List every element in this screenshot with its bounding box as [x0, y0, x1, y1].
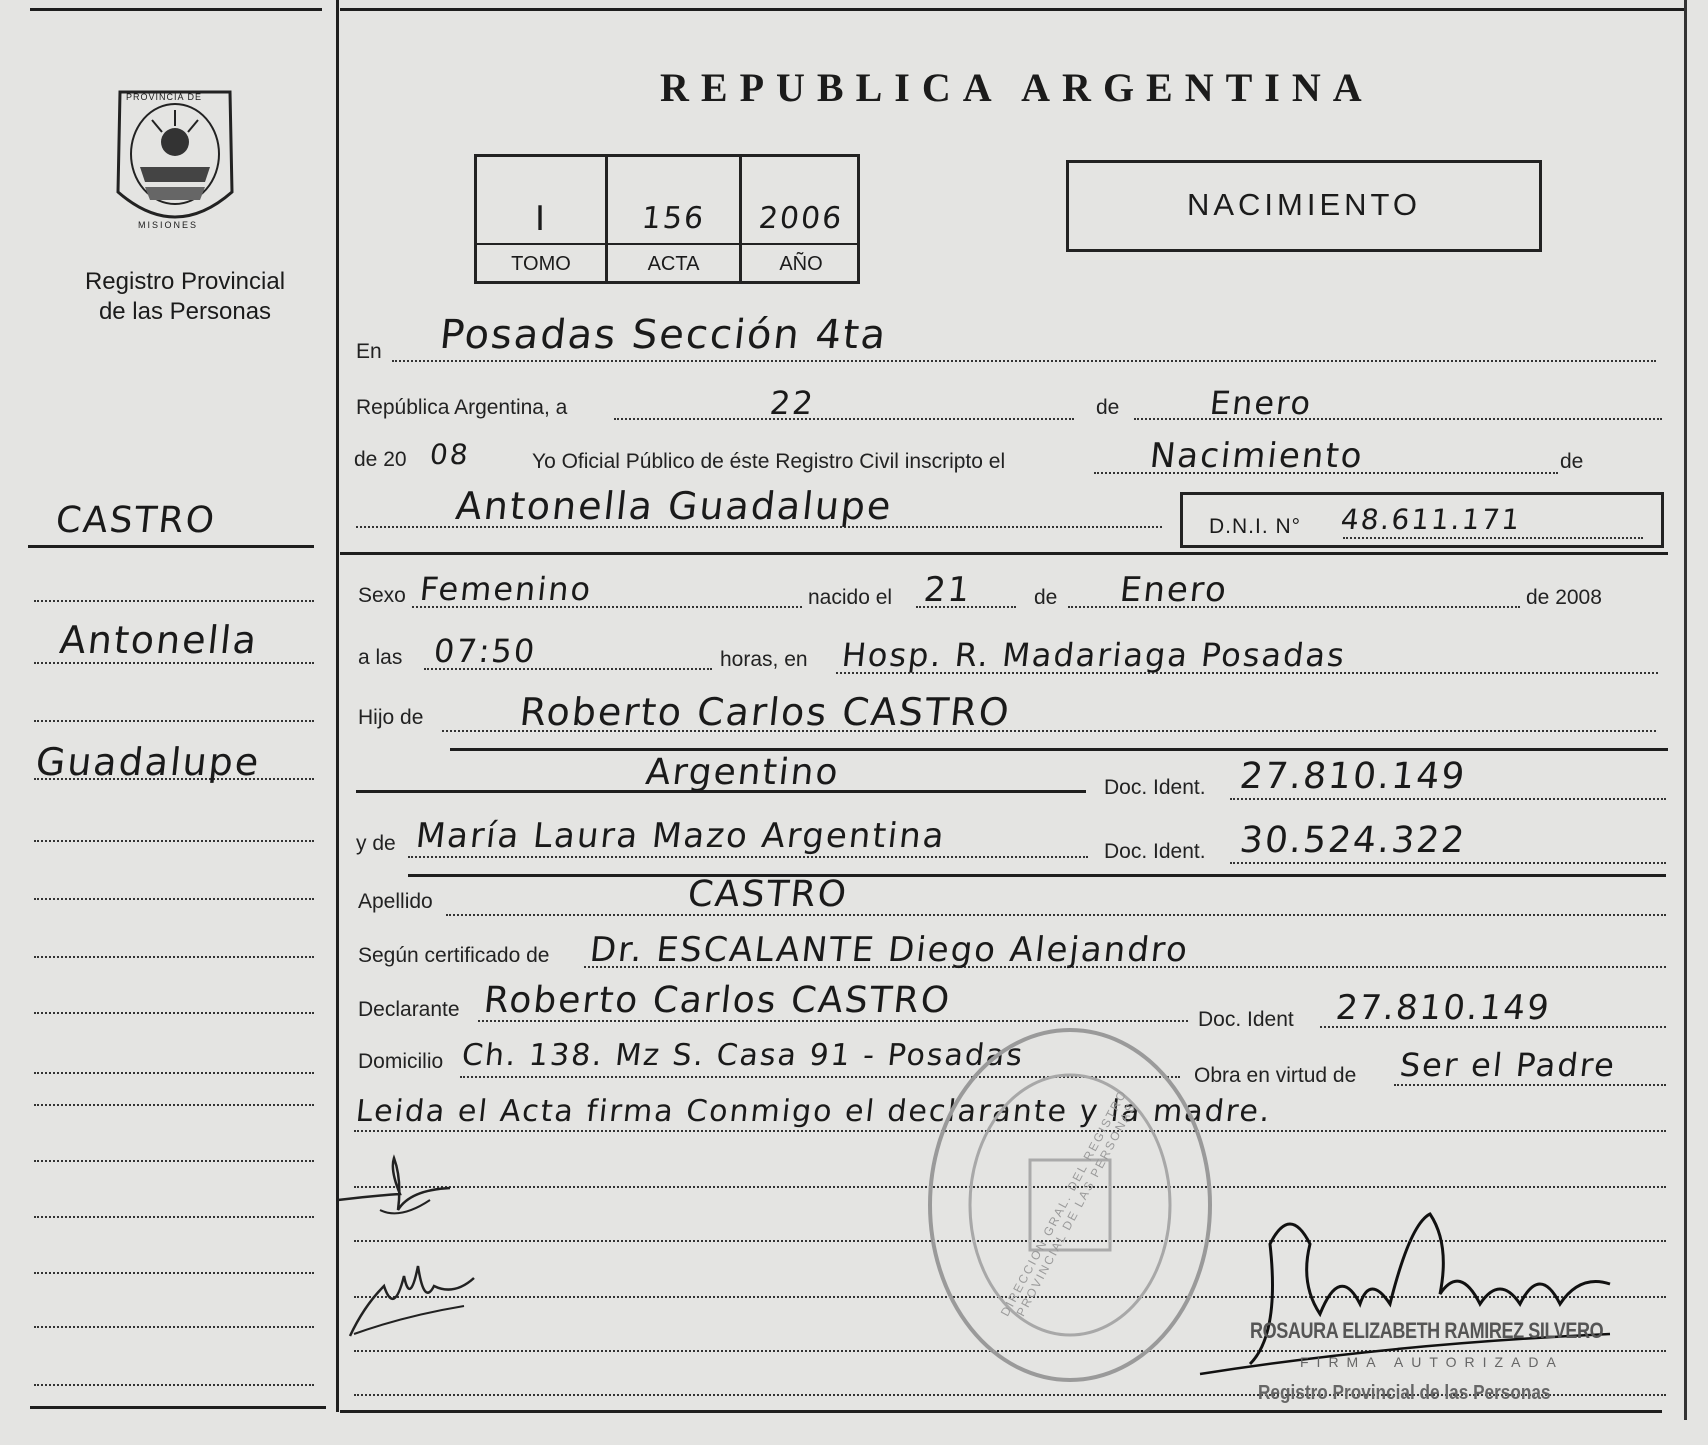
en-value: Posadas Sección 4ta	[437, 312, 890, 358]
dni-line	[1343, 537, 1643, 539]
obra-line	[1394, 1084, 1666, 1086]
birth-year-label: de 2008	[1526, 586, 1602, 609]
father-value: Roberto Carlos CASTRO	[517, 690, 1013, 734]
mother-value: María Laura Mazo Argentina	[413, 816, 948, 856]
doc-ident-label-mother: Doc. Ident.	[1104, 840, 1206, 863]
year-suffix-value: 08	[428, 438, 472, 471]
mother-doc-value: 30.524.322	[1237, 820, 1469, 861]
time-value: 07:50	[432, 632, 539, 670]
firma-label: FIRMA AUTORIZADA	[1300, 1354, 1564, 1370]
apellido-label: Apellido	[358, 890, 433, 913]
yde-label: y de	[356, 832, 396, 855]
country-title: REPUBLICA ARGENTINA	[660, 65, 1374, 110]
mother-rule	[408, 874, 1666, 877]
margin-surname: CASTRO	[53, 500, 219, 541]
alas-label: a las	[358, 646, 403, 669]
margin-dots-2	[34, 662, 314, 664]
margin-dots-6	[34, 898, 314, 900]
top-rule-left	[30, 8, 322, 11]
seal-text-top: PROVINCIA DE	[126, 92, 203, 102]
month-value: Enero	[1208, 384, 1315, 422]
sexo-label: Sexo	[358, 584, 406, 607]
margin-rule-1	[28, 545, 314, 548]
father-doc-line	[1230, 798, 1666, 800]
margin-dots-9	[34, 1072, 314, 1074]
record-table	[474, 154, 860, 284]
bottom-rule-right	[340, 1410, 1662, 1413]
father-nat-value: Argentino	[643, 752, 842, 793]
republica-label: República Argentina, a	[356, 396, 568, 419]
tomo-value: I	[534, 199, 548, 239]
declarante-value: Roberto Carlos CASTRO	[481, 980, 954, 1021]
margin-given-name-1: Antonella	[57, 618, 261, 662]
margin-dots-15	[34, 1384, 314, 1386]
birth-day-value: 21	[921, 570, 974, 610]
right-border	[1684, 0, 1687, 1420]
birth-de-label: de	[1034, 586, 1058, 609]
tomo-label: TOMO	[511, 253, 571, 275]
margin-dots-5	[34, 840, 314, 842]
acta-label: ACTA	[647, 253, 700, 275]
margin-dots-7	[34, 956, 314, 958]
declarante-label: Declarante	[358, 998, 460, 1021]
margin-dots-1	[34, 600, 314, 602]
registry-footer: Registro Provincial de las Personas	[1258, 1382, 1551, 1404]
father-doc-value: 27.810.149	[1237, 756, 1469, 797]
obra-value: Ser el Padre	[1398, 1046, 1618, 1084]
segun-value: Dr. ESCALANTE Diego Alejandro	[587, 930, 1192, 970]
obra-label: Obra en virtud de	[1194, 1064, 1357, 1087]
document-type-box	[1066, 160, 1542, 252]
place-value: Hosp. R. Madariaga Posadas	[840, 636, 1348, 674]
apellido-value: CASTRO	[685, 874, 851, 915]
republica-day-line	[614, 418, 1074, 420]
margin-dots-3	[34, 720, 314, 722]
margin-dots-14	[34, 1326, 314, 1328]
child-separator-rule	[340, 552, 1668, 555]
leida-value: Leida el Acta firma Conmigo el declarante y la madre.	[354, 1094, 1274, 1129]
document-type-label: NACIMIENTO	[1186, 187, 1422, 222]
en-dots	[392, 360, 1656, 362]
father-rule	[450, 748, 1668, 751]
nacido-label: nacido el	[808, 586, 893, 609]
act-kind-value: Nacimiento	[1147, 436, 1366, 476]
seal-text-bottom: MISIONES	[138, 220, 199, 230]
day-value: 22	[768, 384, 817, 422]
domicilio-value: Ch. 138. Mz S. Casa 91 - Posadas	[460, 1038, 1026, 1073]
registry-name-line-2: de las Personas	[98, 298, 272, 325]
dni-value: 48.611.171	[1339, 503, 1524, 536]
doc-ident-label-2: Doc. Ident	[1198, 1008, 1294, 1031]
official-name: ROSAURA ELIZABETH RAMIREZ SILVERO	[1250, 1318, 1604, 1343]
ano-value: 2006	[756, 201, 846, 236]
declarante-doc-value: 27.810.149	[1333, 988, 1553, 1028]
dni-box	[1180, 492, 1664, 548]
sexo-value: Femenino	[418, 570, 595, 608]
child-name-value: Antonella Guadalupe	[453, 484, 895, 528]
margin-dots-8	[34, 1012, 314, 1014]
top-rule-right	[340, 8, 1686, 11]
acta-value: 156	[640, 201, 707, 236]
margin-dots-10	[34, 1104, 314, 1106]
declarant-signature-1	[330, 1150, 470, 1230]
birth-month-value: Enero	[1117, 570, 1231, 610]
stamp-text: DIRECCION GRAL. DEL REGISTRO PROVINCIAL DE LAS PERSONAS	[997, 1086, 1139, 1319]
segun-label: Según certificado de	[358, 944, 550, 967]
margin-dots-11	[34, 1160, 314, 1162]
margin-dots-12	[34, 1216, 314, 1218]
en-label: En	[356, 340, 382, 363]
apellido-line	[446, 914, 1666, 916]
dni-label: D.N.I. N°	[1209, 515, 1302, 538]
margin-dots-13	[34, 1272, 314, 1274]
horas-label: horas, en	[720, 648, 808, 671]
oficial-label: Yo Oficial Público de éste Registro Civil inscripto el	[532, 450, 1006, 473]
de-label: de	[1096, 396, 1120, 419]
de-label-2: de	[1560, 450, 1584, 473]
bottom-rule-left	[30, 1406, 326, 1409]
domicilio-label: Domicilio	[358, 1050, 444, 1073]
doc-ident-label: Doc. Ident.	[1104, 776, 1206, 799]
mother-line	[408, 856, 1088, 858]
mother-doc-line	[1230, 862, 1666, 864]
ano-label: AÑO	[779, 253, 823, 275]
provincial-seal	[100, 82, 250, 242]
year-prefix-label: de 20	[354, 448, 407, 471]
margin-given-name-2: Guadalupe	[33, 740, 263, 784]
registry-name-line-1: Registro Provincial	[84, 268, 286, 295]
hijo-label: Hijo de	[358, 706, 424, 729]
declarant-signature-2	[344, 1246, 484, 1346]
